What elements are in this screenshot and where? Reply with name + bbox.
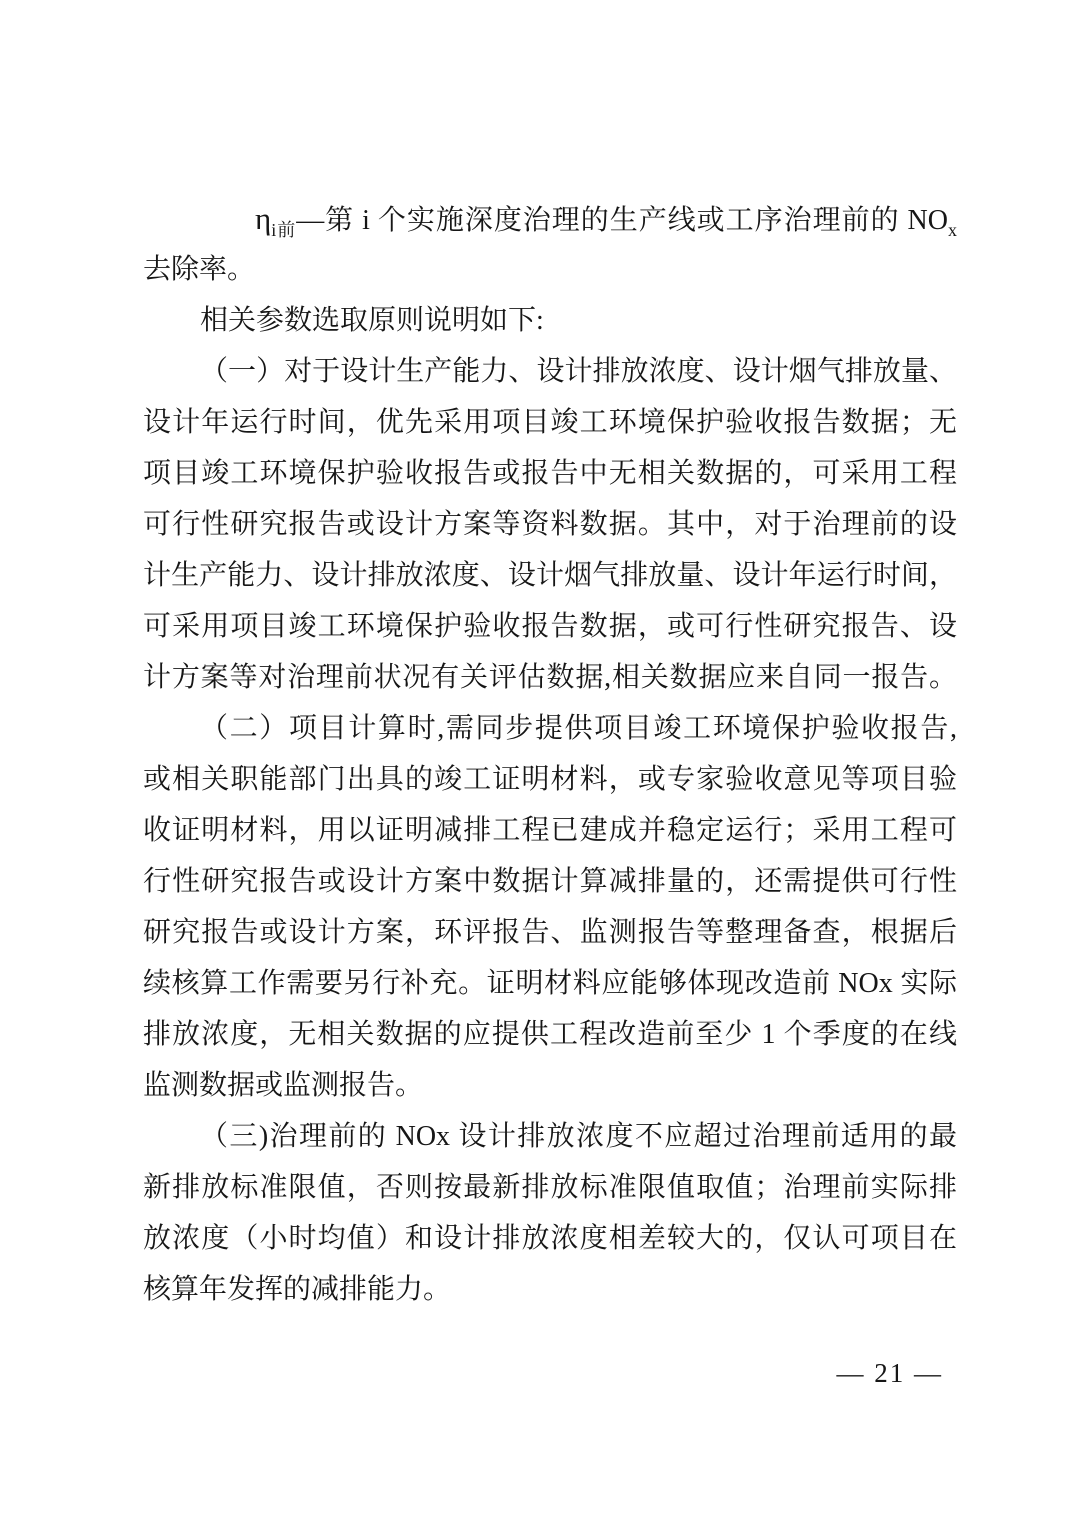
text-line: 去除率。 <box>143 254 256 285</box>
paragraph-formula-definition <box>143 193 957 295</box>
eta-subscript: i前 <box>271 220 297 240</box>
paragraph-intro <box>143 295 957 346</box>
eta-symbol: η <box>255 201 272 236</box>
paragraph-item-1 <box>143 346 957 703</box>
intro-line: 相关参数选取原则说明如下: <box>200 305 544 336</box>
formula-definition-line <box>143 193 957 244</box>
page-number: — 21 — <box>836 1358 943 1388</box>
nox-subscript: x <box>947 220 957 240</box>
text-line: （三)治理前的 NOx 设计排放浓度不应超过治理前适用的最 <box>200 1121 957 1152</box>
text-line: 续核算工作需要另行补充。证明材料应能够体现改造前 NOx 实际 <box>143 968 957 999</box>
text-line: 项目竣工环境保护验收报告或报告中无相关数据的，可采用工程 <box>143 458 957 489</box>
page-body <box>143 193 957 1315</box>
formula-definition-text: —第 i 个实施深度治理的生产线或工序治理前的 NO <box>296 205 948 236</box>
text-line: 设计年运行时间，优先采用项目竣工环境保护验收报告数据；无 <box>143 407 957 438</box>
text-line: 放浓度（小时均值）和设计排放浓度相差较大的，仅认可项目在 <box>143 1223 957 1254</box>
text-line: （一）对于设计生产能力、设计排放浓度、设计烟气排放量、 <box>200 356 957 387</box>
text-line: 核算年发挥的减排能力。 <box>143 1274 452 1305</box>
text-line: 研究报告或设计方案，环评报告、监测报告等整理备查，根据后 <box>143 917 957 948</box>
paragraph-item-2 <box>143 703 957 1111</box>
text-line: 可采用项目竣工环境保护验收报告数据，或可行性研究报告、设 <box>143 611 957 642</box>
text-line: 或相关职能部门出具的竣工证明材料，或专家验收意见等项目验 <box>143 764 957 795</box>
text-line: 计生产能力、设计排放浓度、设计烟气排放量、设计年运行时间， <box>143 560 957 591</box>
text-line: 行性研究报告或设计方案中数据计算减排量的，还需提供可行性 <box>143 866 957 897</box>
text-line: （二）项目计算时,需同步提供项目竣工环境保护验收报告, <box>200 713 957 744</box>
text-line: 计方案等对治理前状况有关评估数据,相关数据应来自同一报告。 <box>143 662 957 693</box>
text-line: 排放浓度，无相关数据的应提供工程改造前至少 1 个季度的在线 <box>143 1019 957 1050</box>
text-line: 新排放标准限值，否则按最新排放标准限值取值；治理前实际排 <box>143 1172 957 1203</box>
text-line: 监测数据或监测报告。 <box>143 1070 424 1101</box>
text-line: 可行性研究报告或设计方案等资料数据。其中，对于治理前的设 <box>143 509 957 540</box>
text-line: 收证明材料，用以证明减排工程已建成并稳定运行；采用工程可 <box>143 815 957 846</box>
paragraph-item-3 <box>143 1111 957 1315</box>
